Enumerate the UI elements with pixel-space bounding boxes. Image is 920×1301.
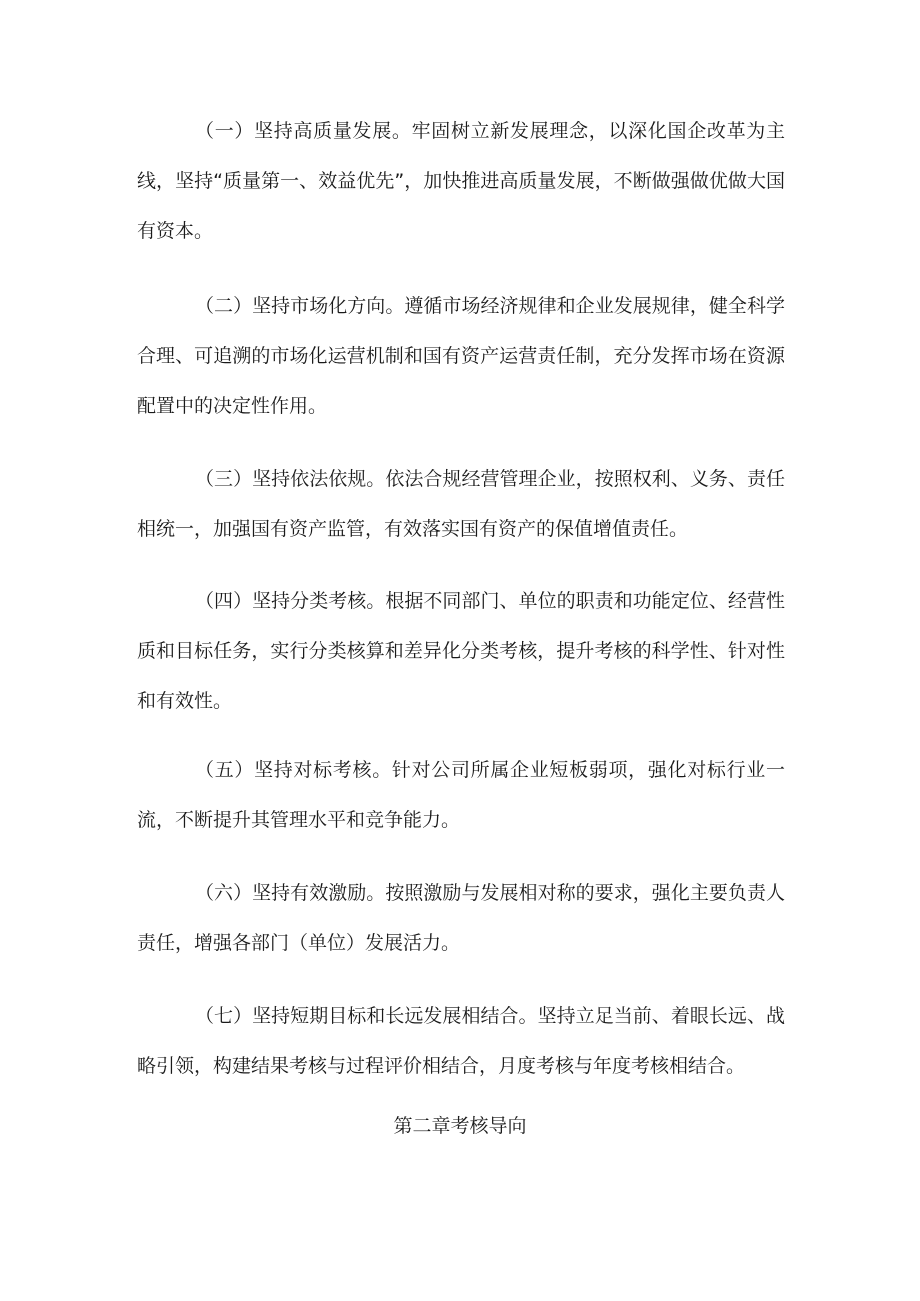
principle-paragraph-5: （五）坚持对标考核。针对公司所属企业短板弱项，强化对标行业一流，不断提升其管理水平和竞争能力。 (137, 759, 785, 831)
principle-paragraph-4: （四）坚持分类考核。根据不同部门、单位的职责和功能定位、经营性质和目标任务，实行分类核算和差异化分类考核，提升考核的科学性、针对性和有效性。 (137, 590, 785, 712)
principle-paragraph-2: （二）坚持市场化方向。遵循市场经济规律和企业发展规律，健全科学合理、可追溯的市场化运营机制和国有资产运营责任制，充分发挥市场在资源配置中的决定性作用。 (137, 295, 785, 417)
principle-paragraph-3: （三）坚持依法依规。依法合规经营管理企业，按照权利、义务、责任相统一，加强国有资产监管，有效落实国有资产的保值增值责任。 (137, 468, 785, 540)
chapter-heading: 第二章考核导向 (393, 1115, 527, 1137)
principle-paragraph-7: （七）坚持短期目标和长远发展相结合。坚持立足当前、着眼长远、战略引领，构建结果考核与过程评价相结合，月度考核与年度考核相结合。 (137, 1005, 785, 1077)
principle-paragraph-1: （一）坚持高质量发展。牢固树立新发展理念，以深化国企改革为主线，坚持“质量第一、效益优先”，加快推进高质量发展，不断做强做优做大国有资本。 (137, 120, 785, 242)
principle-paragraph-6: （六）坚持有效激励。按照激励与发展相对称的要求，强化主要负责人责任，增强各部门（单位）发展活力。 (137, 882, 785, 954)
